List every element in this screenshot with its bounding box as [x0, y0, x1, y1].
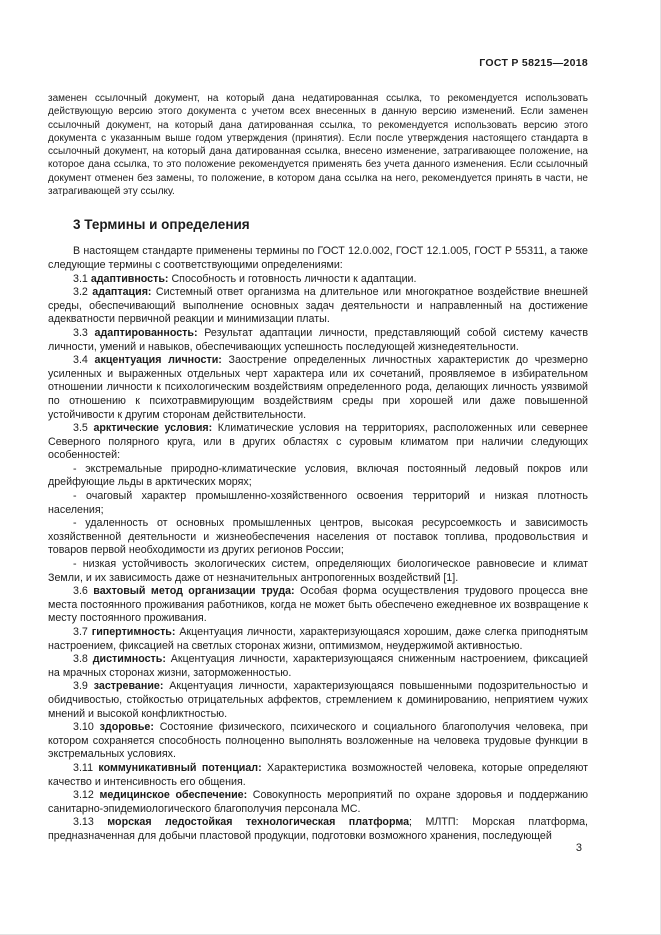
term-paragraph — [48, 680, 588, 721]
term-definition: Акцентуация личности, характеризующаяся сниженным настроением, фиксацией на мрачных сторонах жизни, заторможенностью. — [48, 653, 588, 679]
term-definition: Акцентуация личности, характеризующаяся повышенными подозрительностью и обидчивостью, стойкостью отрицательных аффектов, стремлением к доминированию, неприятием чужих мнений и высокой конфликтностью. — [48, 680, 588, 720]
term-number: 3.10 — [73, 721, 100, 734]
term-name: адаптивность: — [90, 272, 169, 285]
term-number: 3.4 — [73, 354, 95, 367]
term-name: застревание: — [93, 680, 164, 693]
continuation-paragraph: заменен ссылочный документ, на который дана недатированная ссылка, то рекомендуется использовать действующую версию этого документа с учетом всех внесенных в данную версию изменений. Если заменен ссылочный документ, на который дана датированная ссылка, то рекомендуется использовать версию этого документа с указанным выше годом утверждения (принятия). Если после утверждения настоящего стандарта в ссылочный документ, на который дана датированная ссылка, внесено изменение, затрагивающее положение, на которое дана ссылка, то это положение рекомендуется применять без учета данного изменения. Если ссылочный документ отменен без замены, то положение, в котором дана ссылка на него, рекомендуется принять в части, не затрагивающей эту ссылку. — [48, 93, 588, 198]
term-definition: Способность и готовность личности к адаптации. — [168, 272, 417, 285]
term-number: 3.8 — [73, 653, 93, 666]
term-definition: Акцентуация личности, характеризующаяся хорошим, даже слегка приподнятым настроением, фиксацией на светлых сторонах жизни, оптимизмом, неудержимой активностью. — [48, 626, 589, 652]
term-name: медицинское обеспечение: — [99, 789, 248, 802]
term-definition: Заострение определенных личностных характеристик до чрезмерно усиленных и выраженных отдельных черт характера или их сочетаний, проявляемое в избирательном отношении личности к психологическим воздействиям определенного рода, делающих личность уязвимой по отношению к психотравмирующим воздействиям среды при хорошей или даже повышенной устойчивости к другим сторонам действительности. — [48, 354, 589, 421]
term-paragraph — [48, 626, 588, 653]
term-paragraph — [48, 762, 588, 789]
section-lead-paragraph: В настоящем стандарте применены термины по ГОСТ 12.0.002, ГОСТ 12.1.005, ГОСТ Р 55311, а также следующие термины с соответствующими определениями: — [48, 245, 588, 271]
term-name: вахтовый метод организации труда: — [93, 585, 295, 598]
term-number: 3.12 — [73, 789, 100, 802]
term-name: адаптированность: — [94, 326, 198, 339]
term-name: арктические условия: — [93, 422, 213, 435]
page-content — [48, 57, 588, 844]
document-header: ГОСТ Р 58215—2018 — [479, 57, 588, 69]
term-paragraph — [48, 789, 588, 816]
term-number: 3.6 — [73, 585, 94, 598]
term-number: 3.7 — [73, 626, 92, 638]
term-list-item: - низкая устойчивость экологических систем, определяющих биологическое равновесие и климат Земли, и их зависимость даже от незначительных антропогенных воздействий [1]. — [48, 558, 588, 584]
term-paragraph — [48, 273, 588, 287]
term-number: 3.3 — [73, 326, 95, 339]
term-number: 3.11 — [73, 761, 99, 774]
term-definition: Характеристика возможностей человека, которые определяют качество и интенсивность его общения. — [48, 761, 589, 788]
terms-list — [48, 273, 588, 844]
term-number: 3.13 — [73, 816, 108, 829]
term-number: 3.5 — [73, 422, 94, 435]
term-paragraph — [48, 286, 588, 327]
term-number: 3.9 — [73, 680, 94, 693]
term-paragraph — [48, 816, 588, 843]
term-paragraph — [48, 422, 588, 463]
term-name: гипертимность: — [91, 626, 176, 638]
term-number: 3.2 — [73, 286, 93, 299]
term-name: акцентуация личности: — [94, 354, 222, 367]
term-name: здоровье: — [99, 721, 154, 734]
term-number: 3.1 — [73, 272, 91, 285]
term-abbreviation: ; МЛТП: — [409, 816, 459, 829]
term-paragraph — [48, 653, 588, 680]
term-name: коммуникативный потенциал: — [98, 761, 262, 774]
term-name: адаптация: — [92, 286, 152, 299]
section-heading: 3 Термины и определения — [73, 217, 250, 233]
term-paragraph — [48, 354, 588, 422]
term-paragraph — [48, 721, 588, 762]
term-definition: Особая форма осуществления трудового процесса вне места постоянного проживания работников, когда не может быть обеспечено ежедневное их возвращение к месту постоянного проживания. — [48, 585, 588, 625]
page-number: 3 — [575, 842, 582, 854]
term-definition: Совокупность мероприятий по охране здоровья и поддержанию санитарно-эпидемиологического благополучия персонала МС. — [48, 789, 588, 815]
term-name: морская ледостойкая технологическая платформа — [107, 816, 410, 829]
term-list-item: - экстремальные природно-климатические условия, включая постоянный ледовый покров или дрейфующие льды в арктических морях; — [48, 462, 588, 489]
term-definition: Состояние физического, психического и социального благополучия человека, при котором сохраняется способность полноценно выполнять возложенные на человека трудовые функции в экстремальных условиях. — [48, 721, 588, 761]
term-list-item: - очаговый характер промышленно-хозяйственного освоения территорий и низкая плотность населения; — [48, 490, 588, 516]
term-definition: Результат адаптации личности, представляющий собой систему качеств личности, умений и навыков, обеспечивающих успешность последующей жизнедеятельности. — [48, 326, 589, 353]
term-definition: Морская платформа, предназначенная для добычи пластовой продукции, подготовки возможного хранения, последующей — [48, 816, 588, 842]
term-paragraph — [48, 585, 588, 626]
term-paragraph — [48, 327, 588, 354]
term-name: дистимность: — [92, 653, 166, 666]
term-list-item: - удаленность от основных промышленных центров, высокая ресурсоемкость и зависимость хозяйственной деятельности и жизнеобеспечения населения от поставок топлива, продовольствия и товаров первой необходимости из других регионов России; — [48, 517, 588, 557]
term-definition: Системный ответ организма на длительное или многократное воздействие внешней среды, обеспечивающий выполнение основных задач деятельности и направленный на достижение адекватности первичной реакции и минимизации платы. — [48, 286, 588, 326]
term-definition: Климатические условия на территориях, расположенных или севернее Северного полярного круга, или в других областях с суровым климатом при наличии следующих особенностей: — [48, 422, 588, 462]
